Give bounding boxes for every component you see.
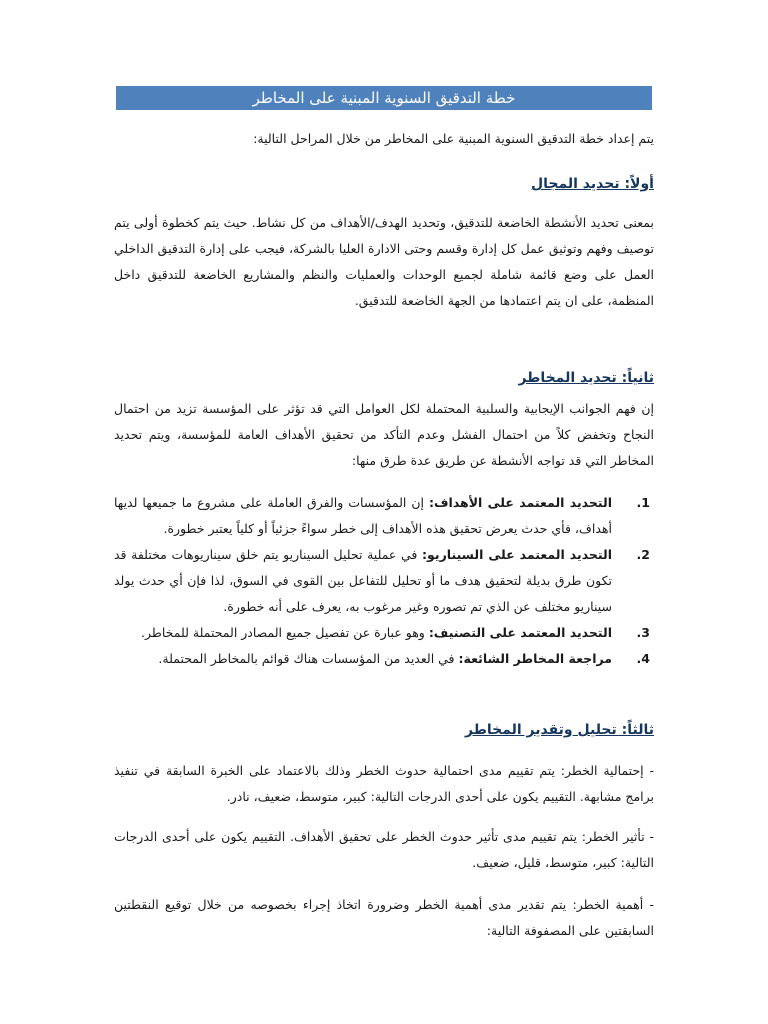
section-heading-assess	[465, 722, 654, 738]
intro-paragraph: يتم إعداد خطة التدقيق السنوية المبنية على المخاطر من خلال المراحل التالية:	[253, 131, 654, 146]
list-item-number: 3.	[636, 625, 650, 640]
list-item-term: مراجعة المخاطر الشائعة:	[458, 651, 612, 666]
list-item-number: 1.	[636, 495, 650, 510]
section-heading-scope-text: أولاً: تحديد المجال	[531, 176, 654, 192]
section-heading-scope	[531, 176, 654, 192]
likelihood-paragraph: - إحتمالية الخطر: يتم تقييم مدى احتمالية حدوث الخطر وذلك بالاعتماد على الخبرة السابقة في تنفيذ برامج مشابهة. التقييم يكون على أحدى الدرجات التالية: كبير، متوسط، ضعيف، نادر.	[114, 763, 654, 804]
risk-identification-methods-list	[114, 490, 650, 672]
list-item	[114, 646, 650, 672]
section-heading-identify	[518, 370, 654, 386]
list-item-number: 2.	[636, 547, 650, 562]
list-item-term: التحديد المعتمد على الأهداف:	[429, 495, 612, 510]
section-heading-assess-text: ثالثاً: تحليل وتقدير المخاطر	[464, 722, 654, 738]
impact-paragraph: - تأثير الخطر: يتم تقييم مدى تأثير حدوث الخطر على تحقيق الأهداف. التقييم يكون على أحدى الدرجات التالية: كبير، متوسط، قليل، ضعيف.	[114, 829, 654, 870]
list-item-number: 4.	[636, 651, 650, 666]
list-item-term: التحديد المعتمد على السيناريو:	[422, 547, 612, 562]
identify-paragraph: إن فهم الجوانب الإيجابية والسلبية المحتملة لكل العوامل التي قد تؤثر على المؤسسة تزيد من احتمال النجاح وتخفض كلاً من احتمال الفشل وعدم التأكد من تحقيق الأهداف العامة للمؤسسة، ويتم تحديد المخاطر التي قد تواجه الأنشطة عن طريق عدة طرق منها:	[114, 401, 654, 468]
list-item	[114, 620, 650, 646]
list-item	[114, 542, 650, 620]
section-heading-identify-text: ثانياً: تحديد المخاطر	[518, 370, 654, 386]
list-item-text: في العديد من المؤسسات هناك قوائم بالمخاطر المحتملة.	[158, 651, 459, 666]
list-item-text: إن المؤسسات والفرق العاملة على مشروع ما جميعها لديها أهداف، فأي حدث يعرض تحقيق هذه الأهداف إلى خطر سواءً جزئياً أو كلياً يعتبر خطورة.	[114, 495, 612, 536]
scope-paragraph: بمعنى تحديد الأنشطة الخاضعة للتدقيق، وتحديد الهدف/الأهداف من كل نشاط. حيث يتم كخطوة أولى يتم توصيف وفهم وتوثيق عمل كل إدارة وقسم وحتى الادارة العليا بالشركة، فيجب على إدارة التدقيق الداخلي العمل على وضع قائمة شاملة لجميع الوحدات والعمليات والنظم والمشاريع الخاضعة للتدقيق داخل المنظمة، على ان يتم اعتمادها من الجهة الخاضعة للتدقيق.	[114, 215, 654, 308]
document-title: خطة التدقيق السنوية المبنية على المخاطر	[116, 86, 652, 110]
list-item	[114, 490, 650, 542]
list-item-text: في عملية تحليل السيناريو يتم خلق سيناريوهات مختلفة قد تكون طرق بديلة لتحقيق هدف ما أو تحليل للتفاعل بين القوى في السوق، لذا فإن أي حدث يولد سيناريو مختلف عن الذي تم تصوره وغير مرغوب به، يعرف على أنه خطورة.	[114, 547, 612, 614]
importance-paragraph: - أهمية الخطر: يتم تقدير مدى أهمية الخطر وضرورة اتخاذ إجراء بخصوصه من خلال توقيع النقطتين السابقتين على المصفوفة التالية:	[114, 897, 654, 938]
list-item-term: التحديد المعتمد على التصنيف:	[428, 625, 612, 640]
list-item-text: وهو عبارة عن تفصيل جميع المصادر المحتملة للمخاطر.	[141, 625, 429, 640]
